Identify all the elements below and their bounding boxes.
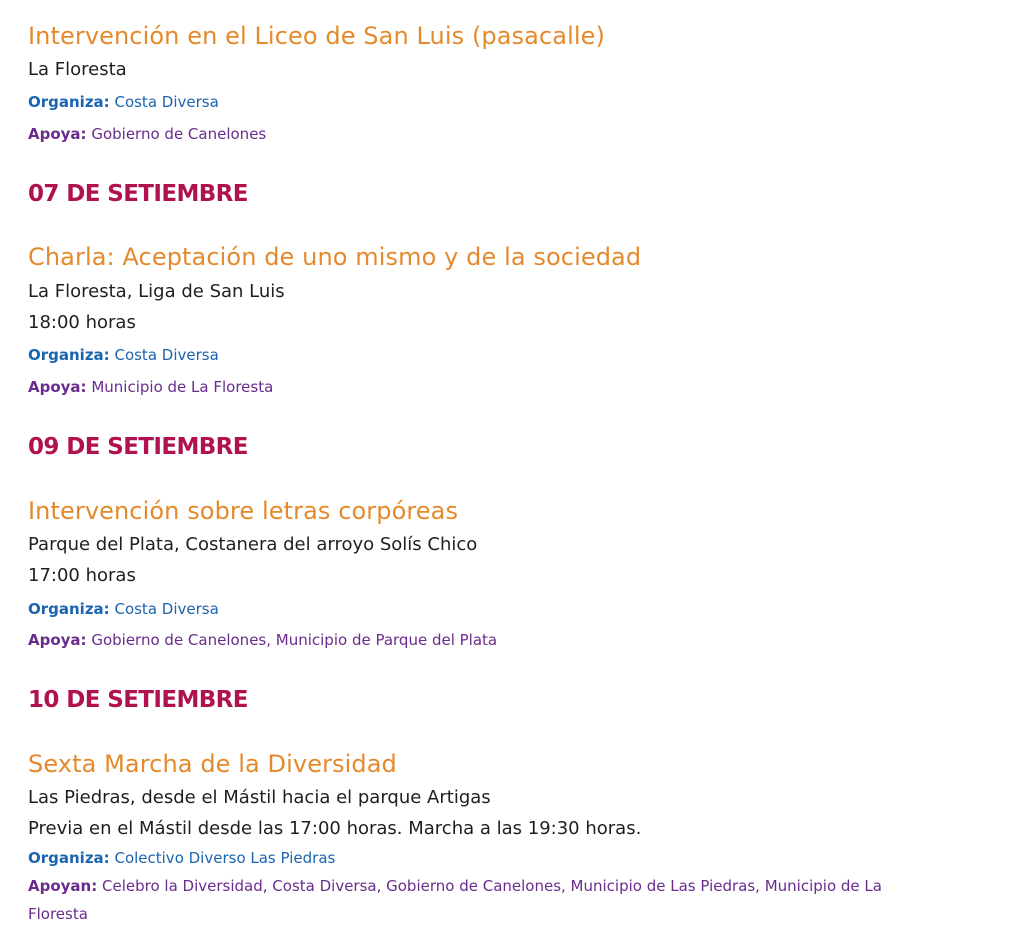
event-supporters — [28, 872, 908, 928]
apoyan-label: Apoyan: — [28, 877, 98, 895]
organizer-name: Colectivo Diverso Las Piedras — [114, 849, 336, 867]
supporter-name: Municipio de La Floresta — [91, 378, 274, 396]
organiza-label: Organiza: — [28, 346, 110, 364]
event-title: Intervención en el Liceo de San Luis (pasacalle) — [28, 22, 605, 50]
organizer-name: Costa Diversa — [114, 600, 219, 618]
event-location: La Floresta — [28, 59, 127, 80]
event-title: Charla: Aceptación de uno mismo y de la sociedad — [28, 243, 642, 271]
event-time: 17:00 horas — [28, 565, 136, 586]
apoya-label: Apoya: — [28, 631, 87, 649]
event-time: Previa en el Mástil desde las 17:00 horas. Marcha a las 19:30 horas. — [28, 818, 642, 839]
organiza-label: Organiza: — [28, 93, 110, 111]
date-heading: 09 DE SETIEMBRE — [28, 434, 248, 460]
event-time: 18:00 horas — [28, 312, 136, 333]
event-supporter — [28, 631, 497, 649]
event-supporter — [28, 378, 273, 396]
event-location: Parque del Plata, Costanera del arroyo Solís Chico — [28, 534, 478, 555]
date-heading: 10 DE SETIEMBRE — [28, 687, 248, 713]
event-organizer — [28, 93, 219, 111]
apoya-label: Apoya: — [28, 378, 87, 396]
supporter-name: Gobierno de Canelones — [91, 125, 267, 143]
event-title: Sexta Marcha de la Diversidad — [28, 750, 397, 778]
organizer-name: Costa Diversa — [114, 93, 219, 111]
event-organizer — [28, 346, 219, 364]
event-location: La Floresta, Liga de San Luis — [28, 281, 285, 302]
organiza-label: Organiza: — [28, 849, 110, 867]
event-organizer — [28, 600, 219, 618]
apoya-label: Apoya: — [28, 125, 87, 143]
supporter-name: Gobierno de Canelones, Municipio de Parque del Plata — [91, 631, 498, 649]
organizer-name: Costa Diversa — [114, 346, 219, 364]
event-organizer — [28, 849, 335, 867]
event-supporter — [28, 125, 266, 143]
event-location: Las Piedras, desde el Mástil hacia el parque Artigas — [28, 787, 491, 808]
event-title: Intervención sobre letras corpóreas — [28, 497, 459, 525]
organiza-label: Organiza: — [28, 600, 110, 618]
date-heading: 07 DE SETIEMBRE — [28, 181, 248, 207]
supporter-names: Celebro la Diversidad, Costa Diversa, Gobierno de Canelones, Municipio de Las Piedras, Municipio de La Floresta — [28, 877, 882, 923]
